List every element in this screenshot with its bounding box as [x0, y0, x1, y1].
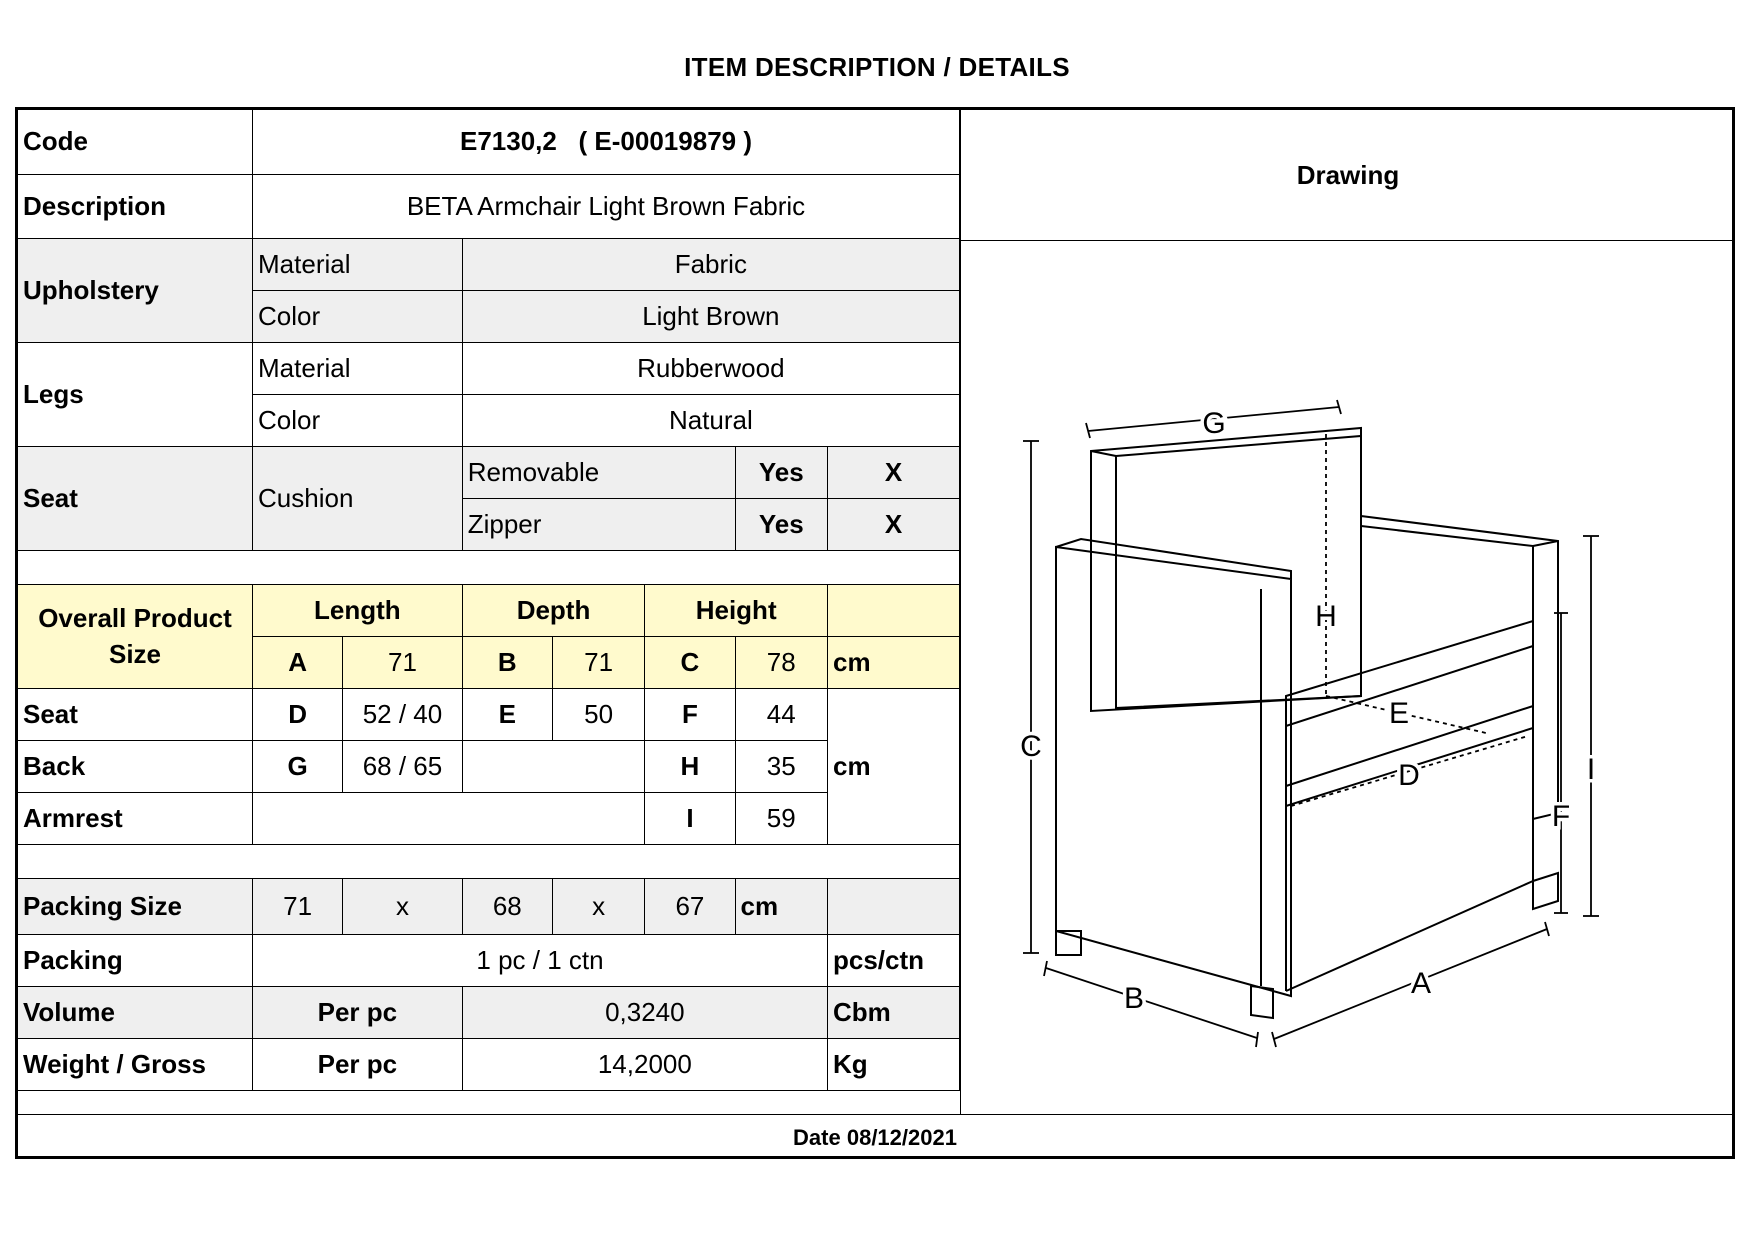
- volume-unit: Cbm: [827, 986, 959, 1038]
- dim-key-f: F: [645, 688, 735, 740]
- dim-label-g: G: [1202, 407, 1226, 440]
- seat-zipper-mark: X: [827, 498, 959, 550]
- seat-removable-row: [18, 446, 960, 498]
- seat-removable-value: Yes: [735, 446, 827, 498]
- length-header: Length: [253, 584, 463, 636]
- upholstery-color-label: Color: [253, 290, 463, 342]
- weight-unit: Kg: [827, 1038, 959, 1090]
- page-title: ITEM DESCRIPTION / DETAILS: [684, 52, 1070, 82]
- height-header: Height: [645, 584, 828, 636]
- upholstery-material-value: Fabric: [462, 238, 959, 290]
- armrest-dims-label: Armrest: [18, 792, 253, 844]
- overall-label: Overall Product Size: [18, 584, 253, 688]
- overall-unit: cm: [827, 636, 959, 688]
- description-label: Description: [18, 174, 253, 238]
- dim-label-i: I: [1586, 753, 1596, 786]
- overall-header-row: [18, 584, 960, 636]
- code-number: E7130,2: [460, 126, 557, 157]
- seat-removable-mark: X: [827, 446, 959, 498]
- code-ref: ( E-00019879 ): [578, 126, 752, 157]
- volume-value: 0,3240: [462, 986, 827, 1038]
- dim-label-e: E: [1388, 697, 1410, 730]
- dim-label-h: H: [1315, 600, 1337, 633]
- packing-size-unit: cm: [735, 878, 827, 934]
- code-label: Code: [18, 110, 253, 174]
- dim-key-i: I: [645, 792, 735, 844]
- armchair-drawing: [961, 241, 1736, 1115]
- dim-key-g: G: [253, 740, 343, 792]
- volume-per: Per pc: [253, 986, 463, 1038]
- legs-material-row: [18, 342, 960, 394]
- seat-cushion: Cushion: [253, 446, 463, 550]
- dim-value-b: 71: [552, 636, 644, 688]
- weight-row: [18, 1038, 960, 1090]
- dim-key-e: E: [462, 688, 552, 740]
- dim-key-b: B: [462, 636, 552, 688]
- packing-label: Packing: [18, 934, 253, 986]
- packing-size-label: Packing Size: [18, 878, 253, 934]
- code-value: [253, 110, 960, 174]
- dim-value-g: 68 / 65: [343, 740, 463, 792]
- seat-dims-row: [18, 688, 960, 740]
- upholstery-color-value: Light Brown: [462, 290, 959, 342]
- date-footer: Date 08/12/2021: [18, 1114, 1732, 1160]
- spec-sheet: [15, 107, 1735, 1159]
- dim-key-d: D: [253, 688, 343, 740]
- packing-size-row: [18, 878, 960, 934]
- back-dims-label: Back: [18, 740, 253, 792]
- packing-size-x2: x: [552, 878, 644, 934]
- packing-size-width: 68: [462, 878, 552, 934]
- seat-zipper-value: Yes: [735, 498, 827, 550]
- dimension-lines: [1023, 400, 1599, 1047]
- seat-dims-label: Seat: [18, 688, 253, 740]
- depth-header: Depth: [462, 584, 645, 636]
- legs-color-value: Natural: [462, 394, 959, 446]
- seat-label: Seat: [18, 446, 253, 550]
- dim-value-e: 50: [552, 688, 644, 740]
- packing-size-height: 67: [645, 878, 735, 934]
- volume-row: [18, 986, 960, 1038]
- drawing-header: Drawing: [960, 110, 1735, 241]
- packing-size-x1: x: [343, 878, 463, 934]
- packing-row: [18, 934, 960, 986]
- dim-label-d: D: [1398, 759, 1420, 792]
- weight-label: Weight / Gross: [18, 1038, 253, 1090]
- seat-zipper-label: Zipper: [462, 498, 735, 550]
- dim-label-a: A: [1410, 967, 1432, 1000]
- legs-material-label: Material: [253, 342, 463, 394]
- dim-key-c: C: [645, 636, 735, 688]
- dim-label-b: B: [1123, 982, 1145, 1015]
- packing-size-length: 71: [253, 878, 343, 934]
- dim-key-h: H: [645, 740, 735, 792]
- volume-label: Volume: [18, 986, 253, 1038]
- dim-value-i: 59: [735, 792, 827, 844]
- back-dims-row: [18, 740, 960, 792]
- legs-material-value: Rubberwood: [462, 342, 959, 394]
- dim-label-f: F: [1551, 800, 1571, 833]
- description-value: BETA Armchair Light Brown Fabric: [253, 174, 960, 238]
- armrest-dims-row: [18, 792, 960, 844]
- upholstery-material-label: Material: [253, 238, 463, 290]
- spacer-row-2: [18, 844, 960, 878]
- drawing-area: [960, 241, 1735, 1115]
- dim-key-a: A: [253, 636, 343, 688]
- dim-value-d: 52 / 40: [343, 688, 463, 740]
- dim-value-a: 71: [343, 636, 463, 688]
- seat-removable-label: Removable: [462, 446, 735, 498]
- dim-label-c: C: [1020, 730, 1042, 763]
- legs-label: Legs: [18, 342, 253, 446]
- upholstery-material-row: [18, 238, 960, 290]
- dims-unit: cm: [827, 688, 959, 844]
- packing-value: 1 pc / 1 ctn: [253, 934, 828, 986]
- dim-value-f: 44: [735, 688, 827, 740]
- upholstery-label: Upholstery: [18, 238, 253, 342]
- description-row: [18, 174, 960, 238]
- weight-per: Per pc: [253, 1038, 463, 1090]
- spec-table: [18, 110, 960, 1091]
- dim-value-c: 78: [735, 636, 827, 688]
- packing-unit: pcs/ctn: [827, 934, 959, 986]
- code-row: [18, 110, 960, 174]
- dim-value-h: 35: [735, 740, 827, 792]
- spacer-row: [18, 550, 960, 584]
- legs-color-label: Color: [253, 394, 463, 446]
- weight-value: 14,2000: [462, 1038, 827, 1090]
